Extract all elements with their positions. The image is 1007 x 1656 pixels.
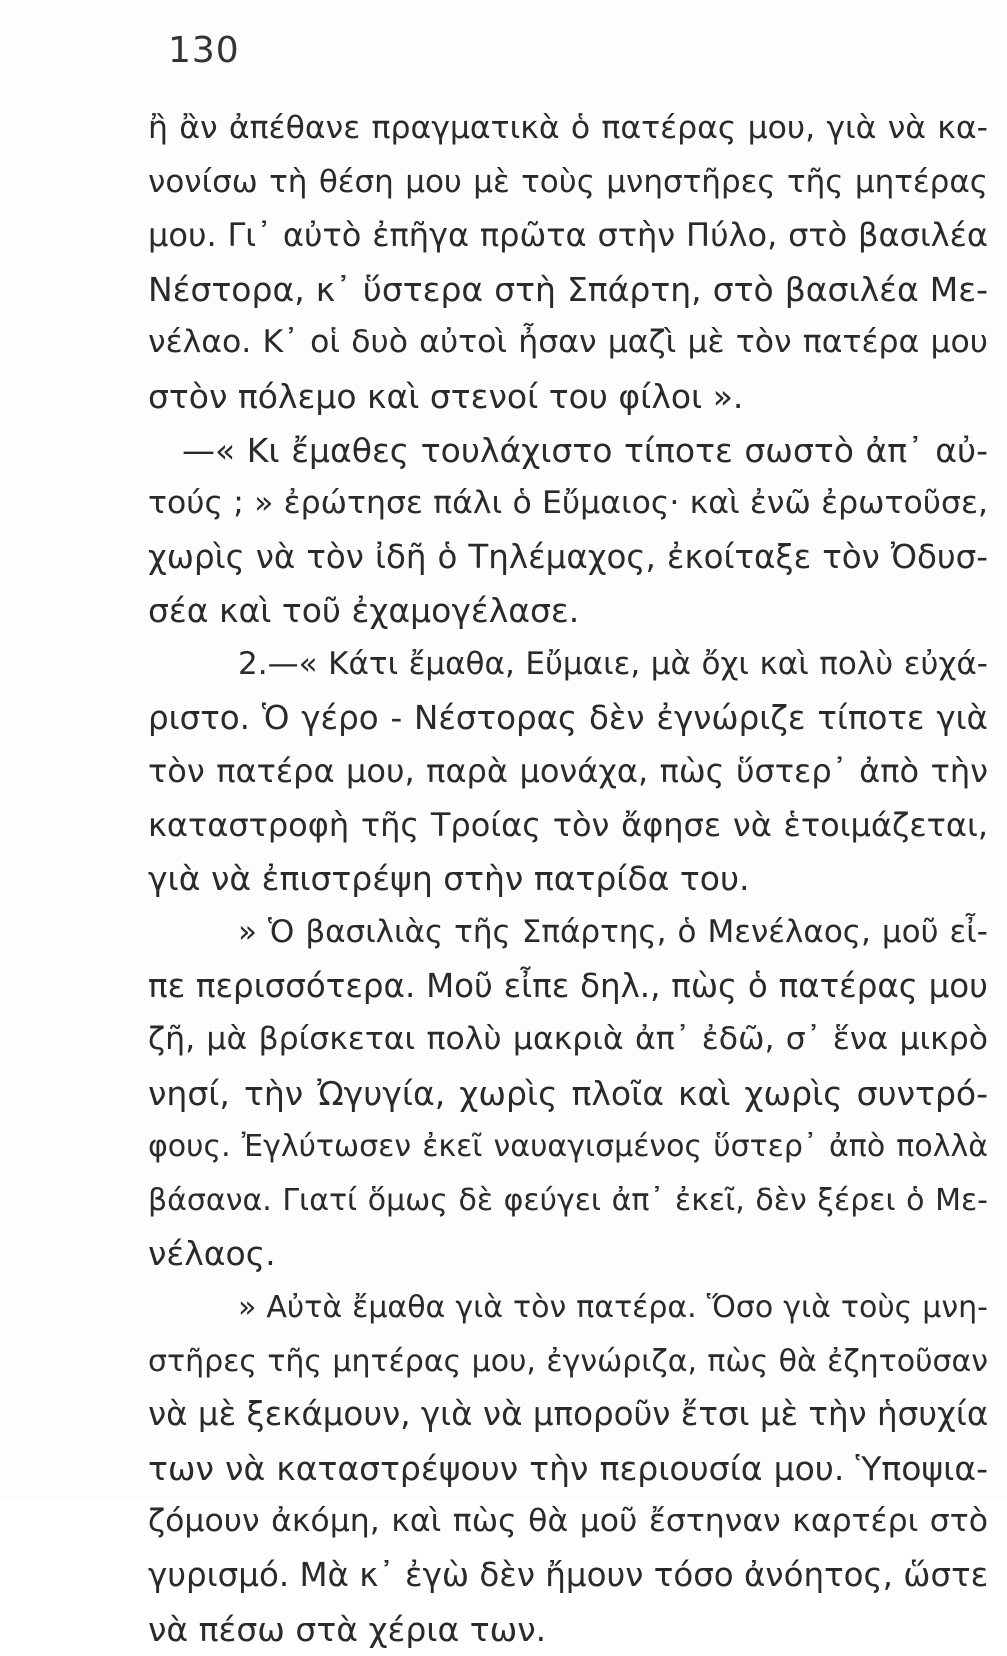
text-line: ἢ ἂν ἀπέθανε πραγματικὰ ὁ πατέρας μου, γιὰ νὰ κα- (148, 110, 988, 146)
text-line: χωρὶς νὰ τὸν ἰδῆ ὁ Τηλέμαχος, ἐκοίταξε τὸν Ὀδυσ- (148, 537, 988, 576)
text-line: νὰ πέσω στὰ χέρια των. (148, 1609, 547, 1649)
text-line: σέα καὶ τοῦ ἐχαμογέλασε. (148, 591, 580, 631)
text-line: βάσανα. Γιατί ὅμως δὲ φεύγει ἀπ᾿ ἐκεῖ, δὲν ξέρει ὁ Με- (148, 1182, 988, 1218)
body-text (148, 102, 988, 1656)
text-line: τούς ; » ἐρώτησε πάλι ὁ Εὔμαιος· καὶ ἐνῶ ἐρωτοῦσε, (148, 485, 988, 522)
text-line: τὸν πατέρα μου, παρὰ μονάχα, πὼς ὕστερ᾿ ἀπὸ τὴν (148, 752, 988, 791)
page-number: 130 (168, 30, 240, 71)
text-line: ζόμουν ἀκόμη, καὶ πὼς θὰ μοῦ ἔστηναν καρτέρι στὸ (148, 1503, 988, 1540)
text-line: 2.—« Κάτι ἔμαθα, Εὔμαιε, μὰ ὄχι καὶ πολὺ εὐχά- (238, 645, 988, 682)
text-line: νέλαος. (148, 1234, 276, 1274)
text-line: φους. Ἐγλύτωσεν ἐκεῖ ναυαγισμένος ὕστερ᾿ ἀπὸ πολλὰ (148, 1129, 988, 1165)
text-line: καταστροφὴ τῆς Τροίας τὸν ἄφησε νὰ ἑτοιμάζεται, (148, 805, 988, 844)
text-line: γυρισμό. Μὰ κ᾿ ἐγὼ δὲν ἤμουν τόσο ἀνόητος, ὥστε (148, 1556, 989, 1595)
text-line: νησί, τὴν Ὠγυγία, χωρὶς πλοῖα καὶ χωρὶς συντρό- (148, 1073, 988, 1113)
text-line: » Ὁ βασιλιὰς τῆς Σπάρτης, ὁ Μενέλαος, μοῦ εἶ- (238, 913, 988, 950)
text-line: γιὰ νὰ ἐπιστρέψη στὴν πατρίδα του. (148, 859, 750, 899)
text-line: » Αὐτὰ ἔμαθα γιὰ τὸν πατέρα. Ὅσο γιὰ τοὺς μνη- (238, 1290, 988, 1326)
text-line: νὰ μὲ ξεκάμουν, γιὰ νὰ μποροῦν ἔτσι μὲ τὴν ἡσυχία (148, 1395, 989, 1434)
text-line: ριστο. Ὁ γέρο - Νέστορας δὲν ἐγνώριζε τίποτε γιὰ (148, 698, 988, 737)
text-line: —« Κι ἔμαθες τουλάχιστο τίποτε σωστὸ ἀπ᾿ αὐ- (182, 430, 988, 470)
text-line: ζῆ, μὰ βρίσκεται πολὺ μακριὰ ἀπ᾿ ἐδῶ, σ᾿ ἕνα μικρὸ (148, 1021, 988, 1058)
text-line: Νέστορα, κ᾿ ὕστερα στὴ Σπάρτη, στὸ βασιλέα Με- (148, 269, 988, 309)
text-line: μου. Γι᾿ αὐτὸ ἐπῆγα πρῶτα στὴν Πύλο, στὸ βασιλέα (148, 216, 988, 255)
text-line: νονίσω τὴ θέση μου μὲ τοὺς μνηστῆρες τῆς μητέρας (148, 163, 988, 200)
text-line: πε περισσότερα. Μοῦ εἶπε δηλ., πὼς ὁ πατέρας μου (148, 966, 988, 1005)
text-line: νέλαο. Κ᾿ οἱ δυὸ αὐτοὶ ἦσαν μαζὶ μὲ τὸν πατέρα μου (148, 324, 988, 361)
text-line: των νὰ καταστρέψουν τὴν περιουσία μου. Ὑποψια- (148, 1448, 988, 1488)
text-line: στῆρες τῆς μητέρας μου, ἐγνώριζα, πὼς θὰ ἐζητοῦσαν (148, 1343, 988, 1379)
text-line: στὸν πόλεμο καὶ στενοί του φίλοι ». (148, 376, 744, 416)
